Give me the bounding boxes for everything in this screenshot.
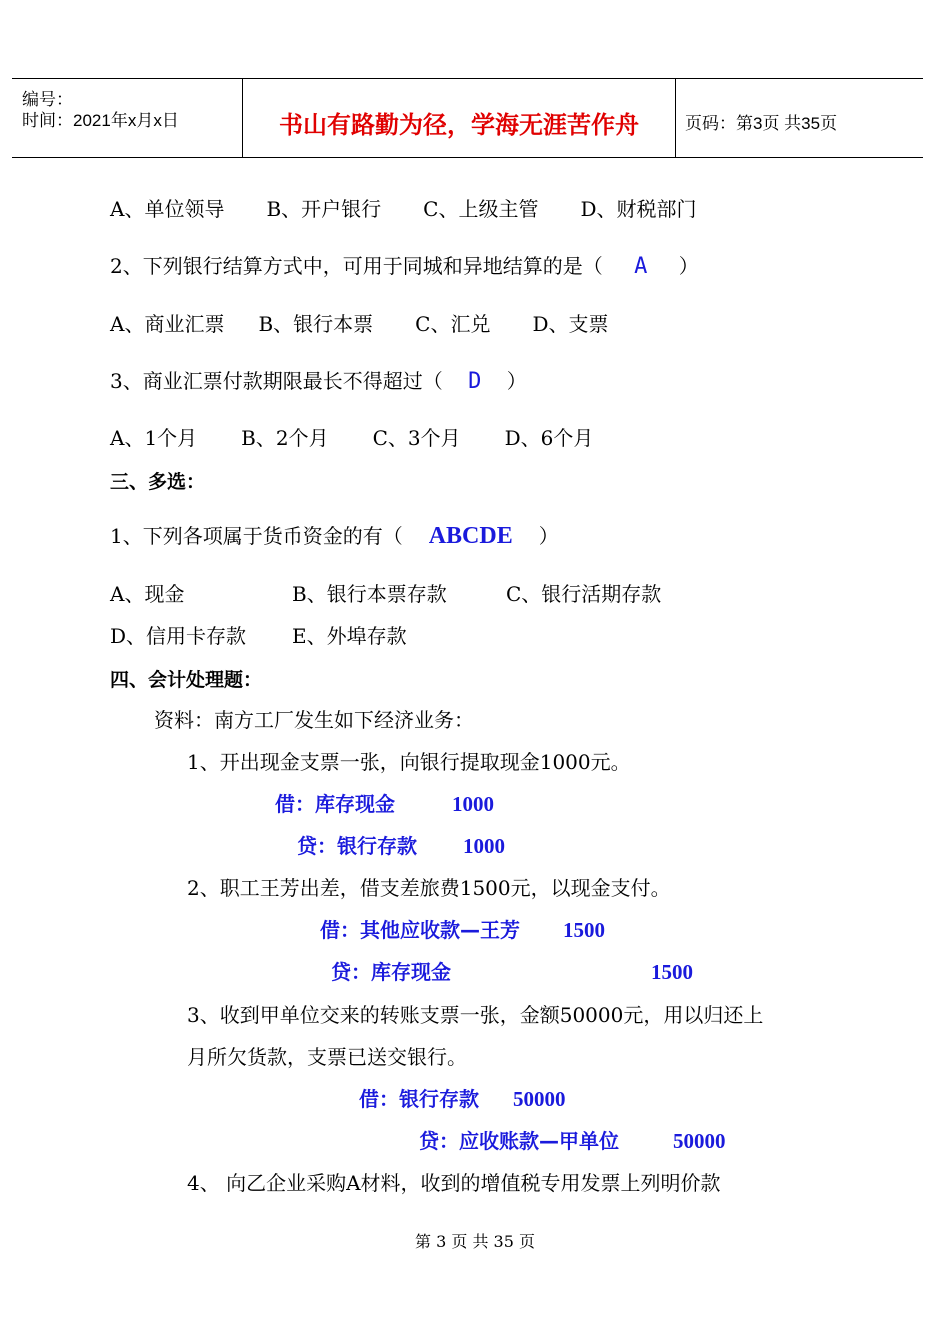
m1-close: ） xyxy=(538,524,559,548)
task1-credit xyxy=(297,833,537,859)
q1-options xyxy=(110,196,697,222)
q2-options xyxy=(110,311,609,337)
task3-text-line1: 3、收到甲单位交来的转账支票一张，金额50000元，用以归还上 xyxy=(187,1003,764,1027)
q1-option-d: D、财税部门 xyxy=(580,197,697,221)
q2-option-c: C、汇兑 xyxy=(415,312,491,336)
document-header xyxy=(12,78,923,158)
task3-text-line2: 月所欠货款，支票已送交银行。 xyxy=(187,1045,467,1069)
task2-credit-account: 贷：库存现金 xyxy=(331,960,451,984)
section3-title: 三、多选： xyxy=(110,471,206,493)
task2-credit xyxy=(331,959,711,985)
task1-debit-account: 借：库存现金 xyxy=(275,792,395,816)
q3-text: 3、商业汇票付款期限最长不得超过（ xyxy=(110,369,443,393)
header-center-cell xyxy=(242,79,676,157)
q3-option-a: A、1个月 xyxy=(110,426,198,450)
task2-debit-amount: 1500 xyxy=(563,918,605,942)
m1-option-e: E、外埠存款 xyxy=(292,624,407,648)
m1-options-row2 xyxy=(110,623,407,649)
q2-text: 2、下列银行结算方式中，可用于同城和异地结算的是（ xyxy=(110,254,603,278)
q2-option-a: A、商业汇票 xyxy=(110,312,225,336)
task2-debit xyxy=(320,917,620,943)
q3-option-b: B、2个月 xyxy=(241,426,329,450)
section4-title: 四、会计处理题： xyxy=(110,669,263,691)
q2-close: ） xyxy=(678,254,699,278)
q2-answer: A xyxy=(634,254,648,279)
q3-option-d: D、6个月 xyxy=(504,426,594,450)
task2-credit-amount: 1500 xyxy=(651,960,693,984)
number-label: 编号： xyxy=(22,90,73,109)
material-text: 资料：南方工厂发生如下经济业务： xyxy=(154,708,474,732)
m1-option-d: D、信用卡存款 xyxy=(110,624,247,648)
task1-text: 1、开出现金支票一张，向银行提取现金1000元。 xyxy=(187,750,631,774)
q3-answer: D xyxy=(468,369,482,394)
header-right-cell xyxy=(675,79,923,157)
task3-credit-amount: 50000 xyxy=(673,1129,726,1153)
task1-credit-account: 贷：银行存款 xyxy=(297,834,417,858)
task3-credit xyxy=(419,1128,739,1154)
m1-option-b: B、银行本票存款 xyxy=(292,582,447,606)
task4-text-line1: 4、 向乙企业采购A材料，收到的增值税专用发票上列明价款 xyxy=(187,1171,721,1195)
m1-option-c: C、银行活期存款 xyxy=(506,582,662,606)
task3-credit-account: 贷：应收账款—甲单位 xyxy=(419,1129,619,1153)
task1-credit-amount: 1000 xyxy=(463,834,505,858)
q3-close: ） xyxy=(506,369,527,393)
q1-option-c: C、上级主管 xyxy=(423,197,539,221)
m1-option-a: A、现金 xyxy=(110,582,185,606)
q3-question xyxy=(110,368,527,395)
task1-debit-amount: 1000 xyxy=(452,792,494,816)
q3-options xyxy=(110,425,593,451)
page-footer: 第 3 页 共 35 页 xyxy=(415,1232,535,1251)
q2-option-d: D、支票 xyxy=(532,312,609,336)
m1-options-row1 xyxy=(110,581,661,607)
task1-debit xyxy=(275,791,515,817)
q1-option-b: B、开户银行 xyxy=(266,197,382,221)
task3-debit-account: 借：银行存款 xyxy=(359,1087,479,1111)
m1-text: 1、下列各项属于货币资金的有（ xyxy=(110,524,403,548)
header-left-cell xyxy=(12,79,242,157)
page-label: 页码：第3页 共35页 xyxy=(685,114,838,133)
q3-option-c: C、3个月 xyxy=(372,426,461,450)
header-motto: 书山有路勤为径，学海无涯苦作舟 xyxy=(279,111,639,139)
q2-question xyxy=(110,253,699,280)
task3-debit-amount: 50000 xyxy=(513,1087,566,1111)
q2-option-b: B、银行本票 xyxy=(258,312,374,336)
m1-question xyxy=(110,523,559,549)
task3-debit xyxy=(359,1086,579,1112)
time-label: 时间：2021年x月x日 xyxy=(22,111,179,130)
task2-debit-account: 借：其他应收款—王芳 xyxy=(320,918,520,942)
task2-text: 2、职工王芳出差，借支差旅费1500元，以现金支付。 xyxy=(187,876,671,900)
m1-answer: ABCDE xyxy=(428,523,513,549)
q1-option-a: A、单位领导 xyxy=(110,197,225,221)
